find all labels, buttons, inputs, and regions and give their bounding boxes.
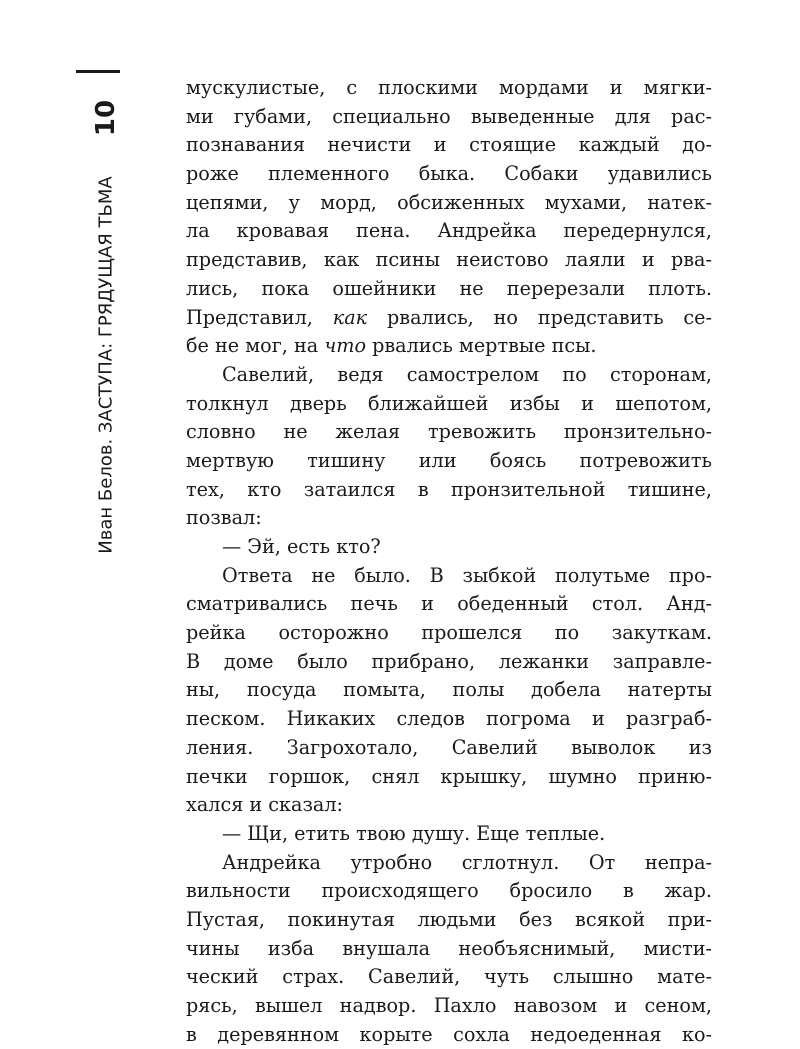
text-segment: представив, как псины неистово лаяли и рва-	[186, 248, 712, 272]
italic-word: как	[332, 305, 368, 329]
text-segment: — Эй, есть кто?	[222, 535, 381, 558]
text-line	[186, 304, 712, 333]
text-segment: рясь, вышел надвор. Пахло навозом и сеном,	[186, 994, 712, 1017]
text-line	[186, 103, 712, 132]
text-segment: цепями, у морд, обсиженных мухами, натек-	[186, 190, 712, 214]
text-line	[186, 590, 712, 619]
text-line	[186, 160, 712, 189]
text-segment: рвались, но представить се-	[367, 305, 713, 329]
text-line	[186, 390, 712, 419]
text-line	[186, 504, 712, 533]
text-line	[186, 992, 712, 1021]
text-line	[186, 820, 712, 849]
text-segment: — Щи, етить твою душу. Еще теплые.	[222, 821, 606, 845]
text-line	[186, 877, 712, 906]
page-number: 10	[91, 99, 121, 137]
text-segment: роже племенного быка. Собаки удавились	[186, 162, 712, 186]
text-line	[186, 447, 712, 476]
text-segment: мускулистые, с плоскими мордами и мягки-	[186, 76, 712, 99]
text-line	[186, 74, 712, 103]
text-segment: хался и сказал:	[186, 793, 344, 817]
text-segment: В доме было прибрано, лежанки заправле-	[186, 649, 712, 673]
text-line	[186, 849, 712, 878]
text-segment: Ответа не было. В зыбкой полутьме про-	[222, 563, 712, 587]
text-segment: познавания нечисти и стоящие каждый до-	[186, 133, 712, 157]
text-line	[186, 676, 712, 705]
text-line	[186, 361, 712, 390]
text-segment: мертвую тишину или боясь потревожить	[186, 448, 712, 472]
text-segment: Пустая, покинутая людьми без всякой при-	[186, 907, 712, 931]
text-line	[186, 619, 712, 648]
text-segment: позвал:	[186, 506, 262, 530]
text-line	[186, 562, 712, 591]
text-segment: ческий страх. Савелий, чуть слышно мате-	[186, 965, 712, 989]
text-segment: рвались мертвые псы.	[366, 334, 597, 358]
text-segment: чины изба внушала необъяснимый, мисти-	[186, 936, 712, 960]
text-line	[186, 533, 712, 562]
text-segment: толкнул дверь ближайшей избы и шепотом,	[186, 391, 712, 415]
text-line	[186, 275, 712, 304]
text-line	[186, 476, 712, 505]
text-line	[186, 131, 712, 160]
text-segment: печки горшок, снял крышку, шумно приню-	[186, 764, 712, 788]
text-line	[186, 791, 712, 820]
text-segment: рейка осторожно прошелся по закуткам.	[186, 621, 712, 645]
italic-word: что	[324, 334, 366, 358]
text-segment: в деревянном корыте сохла недоеденная ко-	[186, 1022, 712, 1046]
text-line	[186, 332, 712, 361]
text-segment: лись, пока ошейники не перерезали плоть.	[186, 276, 712, 300]
text-segment: ны, посуда помыта, полы добела натерты	[186, 678, 712, 702]
text-line	[186, 906, 712, 935]
text-segment: ла кровавая пена. Андрейка передернулся,	[186, 219, 712, 243]
text-segment: Савелий, ведя самострелом по сторонам,	[222, 362, 712, 386]
text-line	[186, 963, 712, 992]
text-line	[186, 648, 712, 677]
text-line	[186, 189, 712, 218]
header-rule	[76, 70, 120, 73]
text-segment: бе не мог, на	[186, 334, 325, 358]
text-segment: словно не желая тревожить пронзительно-	[186, 420, 712, 444]
text-line	[186, 935, 712, 964]
text-line	[186, 734, 712, 763]
text-segment: песком. Никаких следов погрома и разграб-	[186, 707, 712, 731]
text-segment: сматривались печь и обеденный стол. Анд-	[186, 592, 712, 616]
text-line	[186, 705, 712, 734]
text-line	[186, 217, 712, 246]
body-text	[186, 74, 712, 1049]
text-line	[186, 763, 712, 792]
text-segment: тех, кто затаился в пронзительной тишине,	[186, 477, 712, 501]
running-head: Иван Белов. ЗАСТУПА: ГРЯДУЩАЯ ТЬМА	[95, 176, 117, 554]
text-line	[186, 418, 712, 447]
text-segment: Андрейка утробно сглотнул. От непра-	[222, 850, 712, 874]
text-segment: ления. Загрохотало, Савелий выволок из	[186, 735, 712, 759]
text-line	[186, 1021, 712, 1049]
text-segment: Представил,	[186, 305, 333, 329]
text-segment: ми губами, специально выведенные для рас-	[186, 104, 712, 128]
text-segment: вильности происходящего бросило в жар.	[186, 879, 712, 903]
text-line	[186, 246, 712, 275]
